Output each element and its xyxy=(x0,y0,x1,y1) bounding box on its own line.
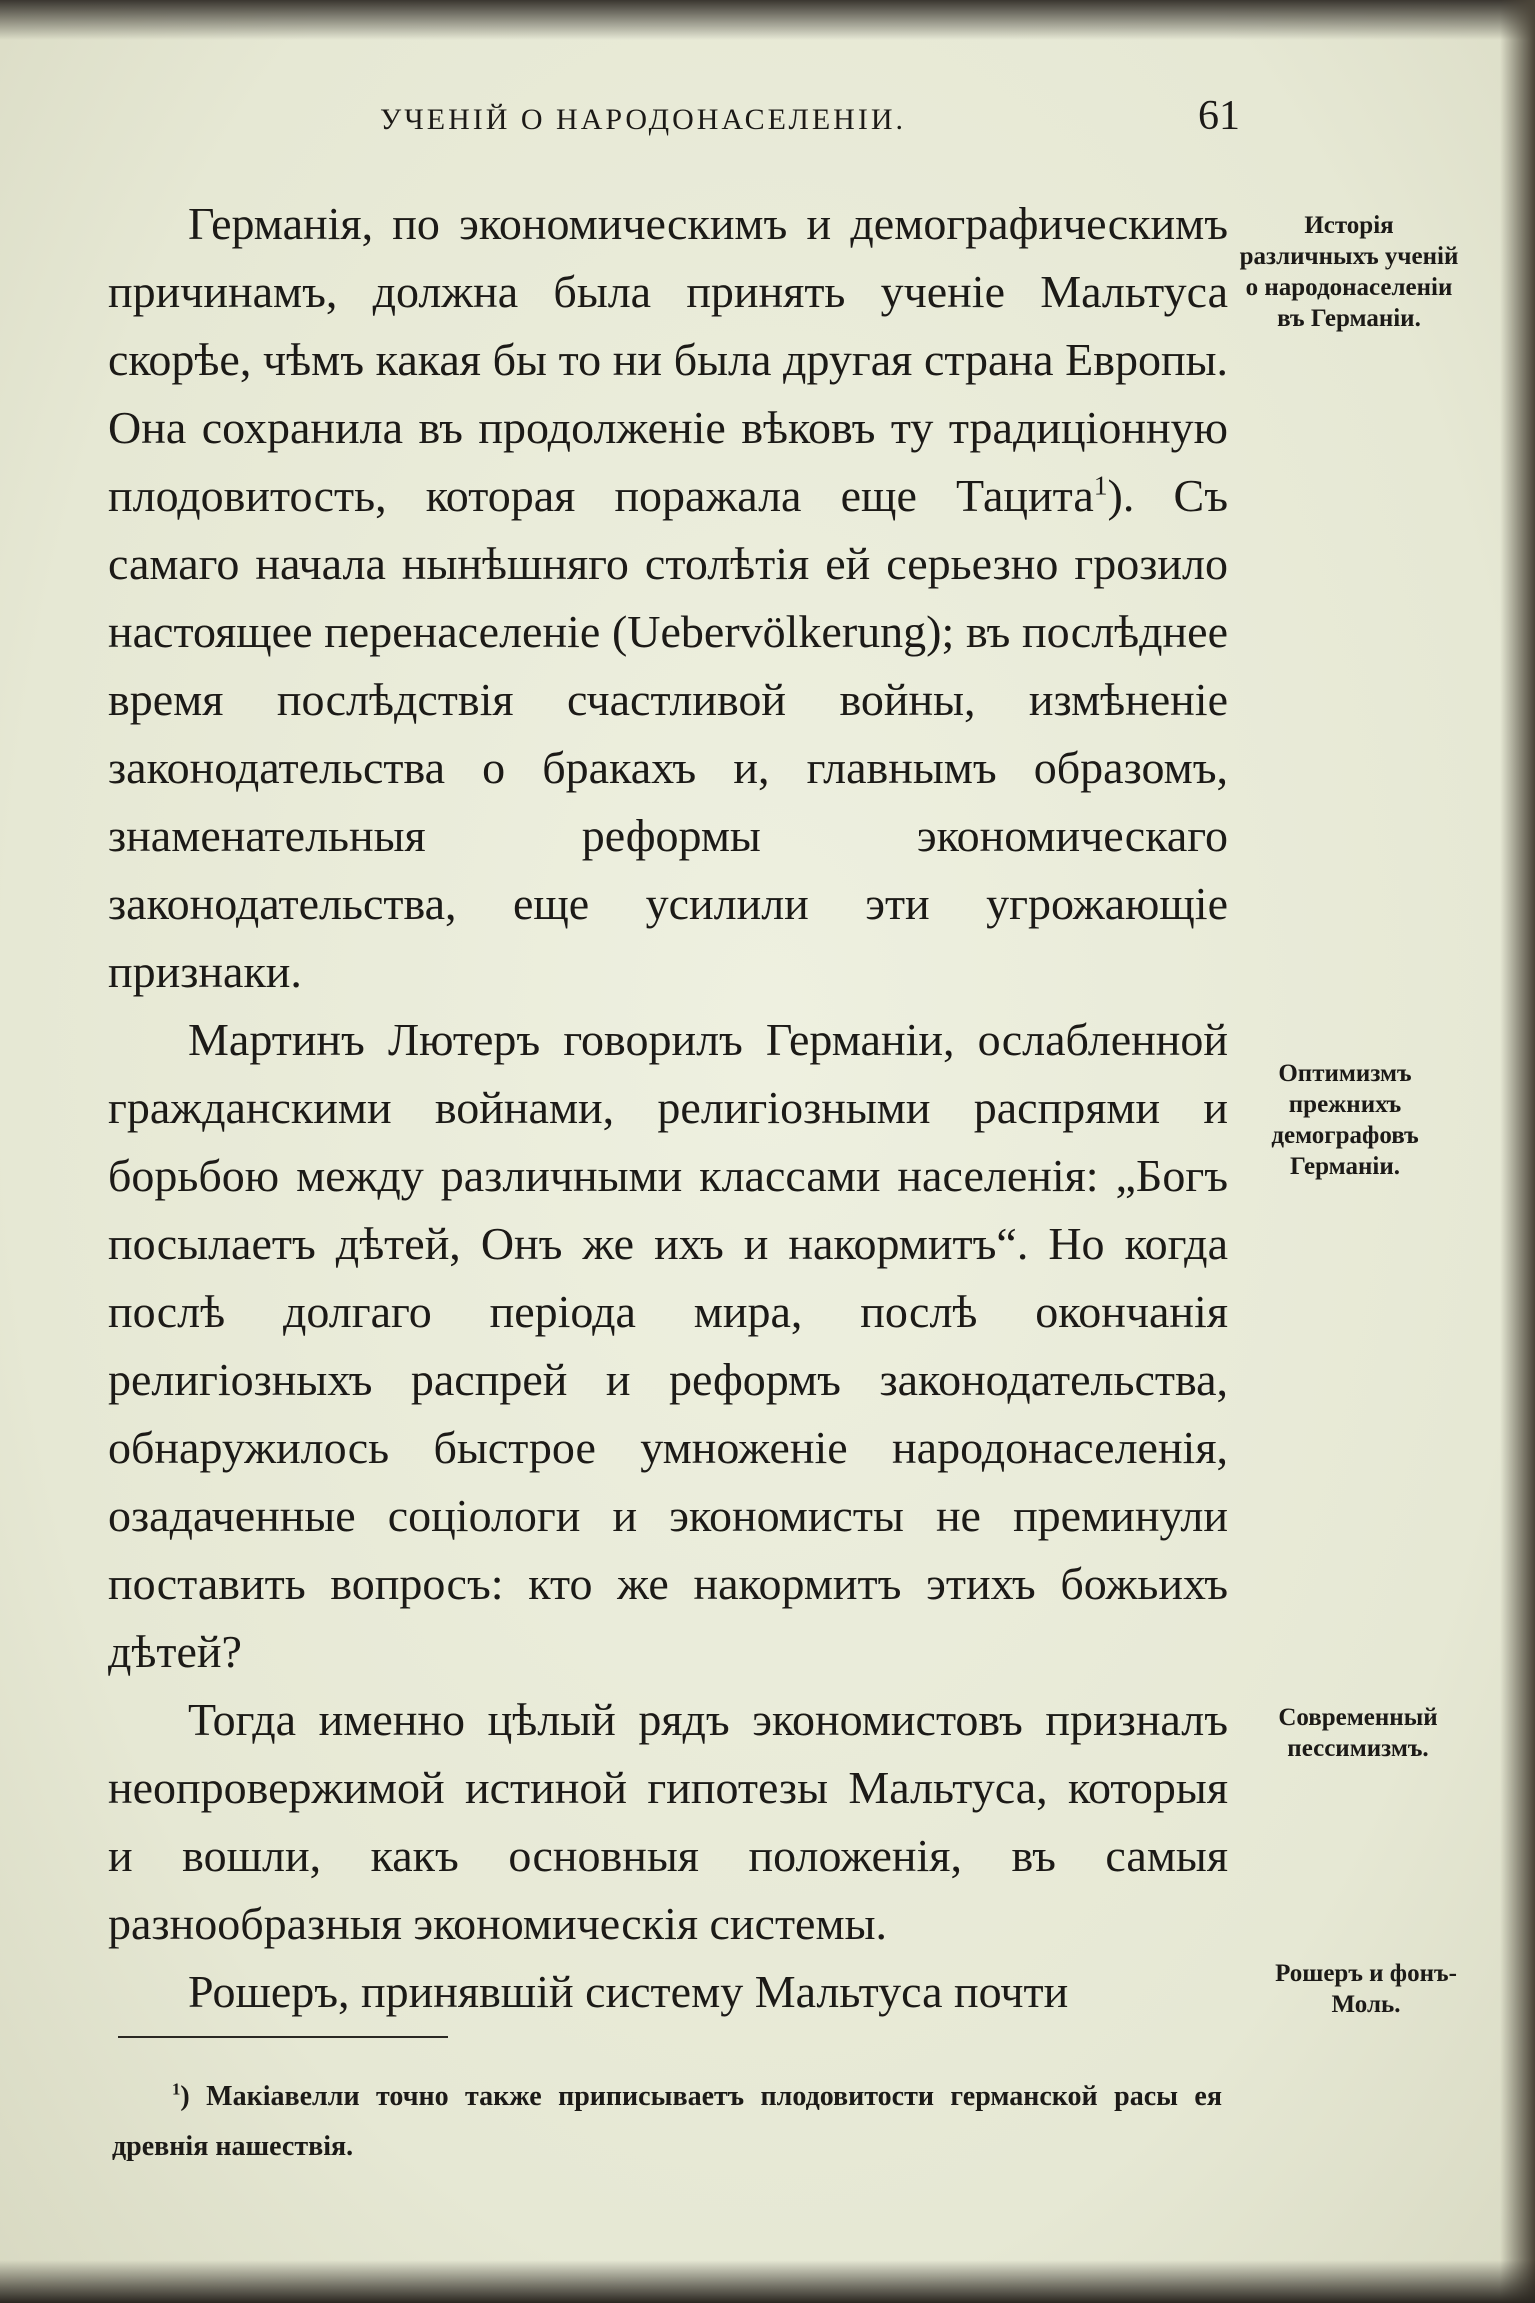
footnote xyxy=(112,2072,1222,2172)
margin-note-roscher: Рошеръ и фонъ-Моль. xyxy=(1275,1960,1457,2018)
margin-note-history: Исторія различныхъ ученій о народонаселеніи въ Германіи. xyxy=(1239,212,1459,332)
page-edge-shadow-top xyxy=(0,0,1535,40)
paragraph-1-text: Германія, по экономическимъ и демографическимъ причинамъ, должна была принять ученіе Мальтуса скорѣе, чѣмъ какая бы то ни была другая страна Европы. Она сохранила въ продолженіе вѣковъ ту традиціонную плодовитость, которая поражала еще Тацита xyxy=(108,198,1228,521)
main-text xyxy=(108,190,1228,2026)
margin-note-pessimism: Современный пессимизмъ. xyxy=(1278,1704,1438,1762)
paragraph-2: Мартинъ Лютеръ говорилъ Германіи, ослабленной гражданскими войнами, религіозными распрями и борьбою между различными классами населенія: „Богъ посылаетъ дѣтей, Онъ же ихъ и накормитъ“. Но когда послѣ долгаго періода мира, послѣ окончанія религіозныхъ распрей и реформъ законодательства, обнаружилось быстрое умноженіе народонаселенія, озадаченные соціологи и экономисты не преминули поставить вопросъ: кто же накормитъ этихъ божьихъ дѣтей? xyxy=(108,1014,1228,1677)
running-head: УЧЕНІЙ О НАРОДОНАСЕЛЕНІИ. xyxy=(380,103,906,136)
paragraph-4: Рошеръ, принявшій систему Мальтуса почти xyxy=(188,1966,1069,2017)
paragraph-1-continuation: ). Съ самаго начала нынѣшняго столѣтія ей серьезно грозило настоящее перенаселеніе (Uebervölkerung); въ послѣднее время послѣдствія счастливой войны, измѣненіе законодательства о бракахъ и, главнымъ образомъ, знаменательныя реформы экономическаго законодательства, еще усилили эти угрожающіе признаки. xyxy=(108,470,1228,997)
footnote-reference: 1 xyxy=(1093,469,1108,501)
page-number: 61 xyxy=(1198,93,1240,139)
footnote-rule xyxy=(118,2036,448,2038)
paragraph-1 xyxy=(108,190,1228,1006)
page-header xyxy=(380,92,1240,140)
footnote-text: ) Макіавелли точно также приписываетъ плодовитости германской расы ея древнія нашествія. xyxy=(112,2081,1222,2162)
page-edge-shadow-right xyxy=(1500,0,1535,2303)
page-edge-shadow-bottom xyxy=(0,2260,1535,2303)
footnote-marker: 1 xyxy=(172,2079,181,2099)
margin-note-optimism: Оптимизмъ прежнихъ демографовъ Германіи. xyxy=(1271,1060,1419,1180)
paragraph-3: Тогда именно цѣлый рядъ экономистовъ призналъ неопровержимой истиной гипотезы Мальтуса, которыя и вошли, какъ основныя положенія, въ самыя разнообразныя экономическія системы. xyxy=(108,1694,1228,1949)
